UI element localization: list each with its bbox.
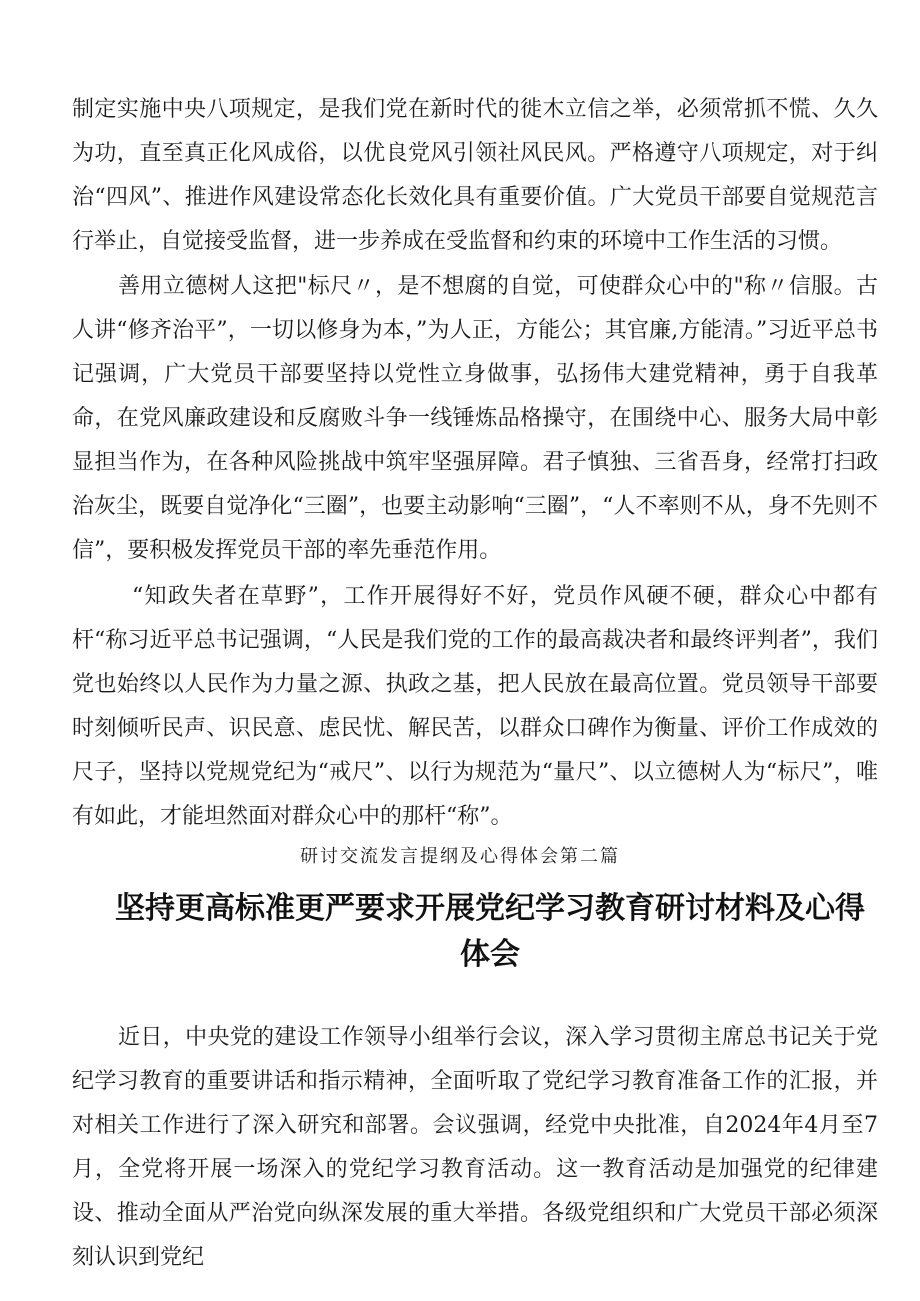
paragraph-eight-rules: 制定实施中央八项规定，是我们党在新时代的徙木立信之举，必须常抓不慌、久久为功，直至真正化风成俗，以优良党风引领社风民风。严格遵守八项规定，对于纠治“四风”、推进作风建设常态化长效化具有重要价值。广大党员干部要自觉规范言行举止，自觉接受监督，进一步养成在受监督和约束的环境中工作生活的习惯。 [72, 97, 878, 254]
paragraph-party-discipline: 近日，中央党的建设工作领导小组举行会议，深入学习贯彻主席总书记关于党纪学习教育的重要讲话和指示精神，全面听取了党纪学习教育准备工作的汇报，并对相关工作进行了深入研究和部署。会议强调，经党中央批准，自2024年4月至7月，全党将开展一场深入的党纪学习教育活动。这一教育活动是加强党的纪律建设、推动全面从严治党向纵深发展的重大举措。各级党组织和广大党员干部必须深刻认识到党纪 [72, 1025, 878, 1270]
paragraph-public-opinion: “知政失者在草野”，工作开展得好不好，党员作风硬不硬，群众心中都有杆“称习近平总书记强调，“人民是我们党的工作的最高裁决者和最终评判者”，我们党也始终以人民作为力量之源、执政之基，把人民放在最高位置。党员领导干部要时刻倾听民声、识民意、虑民忧、解民苦，以群众口碑作为衡量、评价工作成效的尺子，坚持以党规党纪为“戒尺”、以行为规范为“量尺”、以立德树人为“标尺”，唯有如此，才能坦然面对群众心中的那杆“称”。 [72, 584, 878, 829]
section-subtitle: 研讨交流发言提纲及心得体会第二篇 [300, 846, 620, 867]
article-heading: 坚持更高标准更严要求开展党纪学习教育研讨材料及心得体会 [115, 891, 865, 972]
paragraph-moral-standard: 善用立德树人这把"标尺〃，是不想腐的自觉，可使群众心中的"称〃信服。古人讲“修齐治平”，一切以修身为本，”为人正，方能公；其官廉,方能清。”习近平总书记强调，广大党员干部要坚持以党性立身做事，弘扬伟大建党精神，勇于自我革命，在党风廉政建设和反腐败斗争一线锤炼品格操守，在围绕中心、服务大局中彰显担当作为，在各种风险挑战中筑牢坚强屏障。君子慎独、三省吾身，经常打扫政治灰尘，既要自觉净化“三圈”，也要主动影响“三圈”，“人不率则不从，身不先则不信”，要积极发挥党员干部的率先垂范作用。 [72, 274, 878, 563]
